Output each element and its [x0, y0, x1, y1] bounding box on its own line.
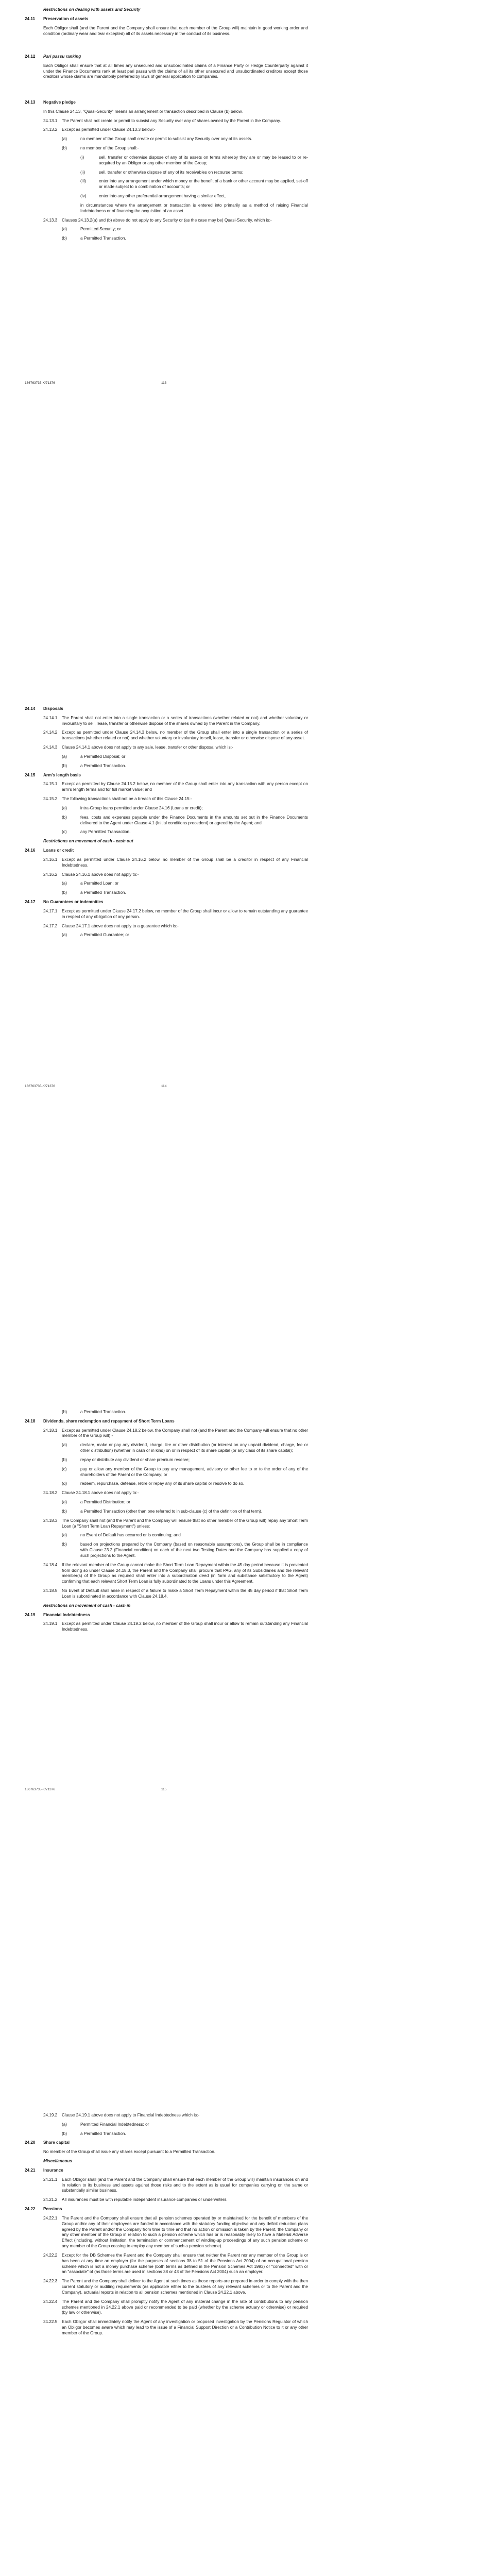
- item-i: (i) sell, transfer or otherwise dispose of any of its assets on terms whereby they are or may be leased to or re-acquired by an Obligor or any other member of the Group;: [80, 155, 308, 165]
- subclause-24-13-3: 24.13.3 Clauses 24.13.2(a) and (b) above do not apply to any Security or (as the case may be) Quasi-Security, which is:-: [43, 217, 272, 223]
- item-a: (a) no Event of Default has occurred or is continuing; and: [62, 1533, 181, 1538]
- document-reference: 136763735-K/71376: [25, 1788, 55, 1791]
- item-a: (a) a Permitted Guarantee; or: [62, 933, 129, 938]
- section-heading-cash-out: Restrictions on movement of cash - cash out: [43, 839, 133, 844]
- subclause-24-18-2: 24.18.2 Clause 24.18.1 above does not apply to:-: [43, 1490, 139, 1496]
- item-b-tail: in circumstances where the arrangement or transaction is entered into primarily as a method of raising Financial Indebtedness or of financing the acquisition of an asset.: [80, 202, 308, 213]
- clause-24-13: [25, 100, 308, 242]
- section-heading-restrictions-assets: Restrictions on dealing with assets and Security: [43, 7, 141, 12]
- item-c: (c) any Permitted Transaction.: [62, 829, 131, 835]
- subclause-24-15-1: 24.15.1 Except as permitted by Clause 24.15.2 below, no member of the Group shall enter into any transaction with any person except on arm's length terms and for full market value; and: [43, 782, 308, 792]
- subclause-24-22-4: 24.22.4 The Parent and the Company shall promptly notify the Agent of any material change in the rate of contributions to any pension schemes mentioned in 24.22.1 above paid or recommended to be paid (whether by the scheme actuary or otherwise) or required (by law or otherwise).: [43, 2299, 308, 2315]
- document-page-113: [0, 0, 497, 703]
- item-a: (a) no member of the Group shall create or permit to subsist any Security over any of its assets.: [62, 137, 252, 142]
- clause-24-20-heading: 24.20 Share capital: [25, 2140, 70, 2145]
- clause-24-18-heading: 24.18 Dividends, share redemption and repayment of Short Term Loans: [25, 1418, 175, 1423]
- clause-title: Negative pledge: [43, 100, 76, 105]
- page-number: 114: [161, 1084, 167, 1088]
- item-b: (b) a Permitted Transaction.: [62, 890, 126, 895]
- clause-24-15-heading: 24.15 Arm's length basis: [25, 772, 81, 777]
- item-a: (a) Permitted Financial Indebtedness; or: [62, 2122, 149, 2127]
- subclause-24-17-2: 24.17.2 Clause 24.17.1 above does not apply to a guarantee which is:-: [43, 923, 179, 928]
- item-b: (b) repay or distribute any dividend or share premium reserve;: [62, 1457, 190, 1462]
- item-b: (b) a Permitted Transaction (other than one referred to in sub-clause (c) of the definition of that term).: [62, 1509, 263, 1514]
- clause-number: 24.13: [25, 100, 36, 105]
- subclause-24-18-5: 24.18.5 No Event of Default shall arise in respect of a failure to make a Short Term Repayment within the 45 day period if that Short Term Loan is subordinated in accordance with Clause 24.18.4.: [43, 1588, 308, 1599]
- item-b: (b) a Permitted Transaction.: [62, 236, 126, 241]
- subclause-24-14-3: 24.14.3 Clause 24.14.1 above does not apply to any sale, lease, transfer or other disposal which is:-: [43, 745, 233, 750]
- subclause-24-17-1: 24.17.1 Except as permitted under Clause 24.17.2 below, no member of the Group shall incur or allow to remain outstanding any guarantee in respect of any obligation of any person.: [43, 908, 308, 919]
- clause-number: 24.12: [25, 54, 36, 59]
- clause-body: Each Obligor shall ensure that at all times any unsecured and unsubordinated claims of a Finance Party or Hedge Counterparty against it under the Finance Documents rank at least pari passu with the claims of all its other unsecured and unsubordinated creditors except those creditors whose claims are mandatorily preferred by laws of general application to companies.: [43, 63, 308, 79]
- subclause-24-18-3: 24.18.3 The Company shall not (and the Parent and the Company will ensure that no other member of the Group will) repay any Short Term Loan (a "Short Term Loan Repayment") unless:: [43, 1518, 308, 1529]
- section-heading-cash-in: Restrictions on movement of cash - cash in: [43, 1603, 131, 1608]
- subclause-24-16-2: 24.16.2 Clause 24.16.1 above does not apply to:-: [43, 872, 139, 877]
- item-a: (a) a Permitted Disposal; or: [62, 754, 126, 759]
- document-page-114: [0, 703, 497, 1406]
- subclause-24-13-1: 24.13.1 The Parent shall not create or permit to subsist any Security over any of shares owned by the Parent in the Company.: [43, 118, 281, 123]
- clause-24-17-heading: 24.17 No Guarantees or indemnities: [25, 900, 104, 905]
- item-iv: (iv) enter into any other preferential arrangement having a similar effect,: [80, 194, 226, 199]
- document-page-115: [0, 1406, 497, 2110]
- section-heading-miscellaneous: Miscellaneous: [43, 2159, 72, 2164]
- subclause-24-15-2: 24.15.2 The following transactions shall not be a breach of this Clause 24.15:-: [43, 796, 192, 802]
- item-a: (a) intra-Group loans permitted under Clause 24.16 (Loans or credit);: [62, 805, 203, 810]
- item-b: (b) based on projections prepared by the Company (based on reasonable assumptions), the Group shall be in compliance with Clause 23.2 (Financial condition) on each of the next two Testing Dates and the Company has supplied a copy of such projections to the Agent.: [62, 1542, 308, 1558]
- item-b: (b) a Permitted Transaction.: [62, 2131, 126, 2136]
- subclause-24-22-2: 24.22.2 Except for the DB Schemes the Parent and the Company shall ensure that neither the Parent nor any member of the Group is or has been at any time an employer (for the purposes of sections 38 to 51 of the Pensions Act 2004) of an occupational pension scheme which is not a money purchase scheme (both terms as defined in the Pension Schemes Act 1993) or "connected" with or an "associate" of (as those terms are used in sections 38 or 43 of the Pensions Act 2004) such an employer.: [43, 2252, 308, 2275]
- page-115-content: [25, 1410, 308, 1633]
- subclause-24-21-2: 24.21.2 All insurances must be with reputable independent insurance companies or underwriters.: [43, 2197, 228, 2202]
- subclause-24-21-1: 24.21.1 Each Obligor shall (and the Parent and the Company shall ensure that each member of the Group will) maintain insurances on and in relation to its business and assets against those risks and to the extent as is usual for companies carrying on the same or substantially similar business.: [43, 2177, 308, 2193]
- page-number: 113: [161, 381, 167, 385]
- subclause-24-22-3: 24.22.3 The Parent and the Company shall deliver to the Agent at such times as those reports are prepared in order to comply with the then current statutory or auditing requirements (as applicable either to the trustees of any relevant schemes or to the Parent and the Company), actuarial reports in relation to all pension schemes mentioned in Clause 24.22.1 above.: [43, 2279, 308, 2295]
- item-d: (d) redeem, repurchase, defease, retire or repay any of its share capital or resolve to do so.: [62, 1481, 245, 1486]
- item-b: (b) fees, costs and expenses payable under the Finance Documents in the amounts set out in the Finance Documents delivered to the Agent under Clause 4.1 (Initial conditions precedent) or agreed by the Agent; and: [62, 815, 308, 825]
- item-b: (b) a Permitted Transaction.: [62, 1410, 126, 1414]
- subclause-24-14-1: 24.14.1 The Parent shall not enter into a single transaction or a series of transactions (whether related or not) and whether voluntary or involuntary to sell, lease, transfer or otherwise dispose of the shares owned by the Parent in the Company.: [43, 715, 308, 726]
- clause-24-14: 24.14 Disposals 24.14.1 The Parent shall not enter into a single transaction or a series of transactions (whether related or not) and whether voluntary or involuntary to sell, lease, transfer or otherwise dispose of the shares owned by the Parent in the Company. 24.14.2 Except as permitted under Clause 24.14.3 below, no member of the Group shall enter into a single transaction or a series of transactions (whether related or not) and whether voluntary or involuntary to sell, lease, transfer or otherwise dispose of any asset. 24.14.3 Clause 24.14.1 above does not apply to any sale, lease, transfer or other disposal which is:- (a) a Permitted Disposal; or (b) a Permitted Transaction. 24.15 Arm's length basis 24.15.1 Except as permitted by Clause 24.15.2 below, no member of the Group shall enter into any transaction with any person except on arm's length terms and for full market value; and 24.15.2 The following transactions shall not be a breach of this Clause 24.15:- (a) intra-Group loans permitted under Clause 24.16 (Loans or credit); (b) fees, costs and expenses payable under the Finance Documents in the amounts set out in the Finance Documents delivered to the Agent under Clause 4.1 (Initial conditions precedent) or agreed by the Agent; and (c) any Permitted Transaction. Restrictions on movement of cash - cash out 24.16 Loans or credit 24.16.1 Except as permitted under Clause 24.16.2 below, no member of the Group shall be a creditor in respect of any Financial Indebtedness. 24.16.2 Clause 24.16.1 above does not apply to:- (a) a Permitted Loan; or (b) a Permitted Transaction. 24.17 No Guarantees or indemnities 24.17.1 Except as permitted under Clause 24.17.2 below, no member of the Group shall incur or allow to remain outstanding any guarantee in respect of any obligation of any person. 24.17.2 Clause 24.17.1 above does not apply to a guarantee which is:- (a) a Permitted Guarantee; or: [25, 706, 308, 938]
- clause-title: Preservation of assets: [43, 16, 89, 21]
- clause-24-16-heading: 24.16 Loans or credit: [25, 848, 74, 853]
- item-ii: (ii) sell, transfer or otherwise dispose of any of its receivables on recourse terms;: [80, 170, 244, 175]
- item-b: (b) a Permitted Transaction.: [62, 763, 126, 768]
- clause-24-21-heading: 24.21 Insurance: [25, 2167, 63, 2173]
- item-c: (c) pay or allow any member of the Group to pay any management, advisory or other fee to or to the order of any of the shareholders of the Parent or the Company; or: [62, 1466, 308, 1477]
- document-reference: 136763735-K/71376: [25, 1084, 55, 1088]
- subclause-24-14-2: 24.14.2 Except as permitted under Clause 24.14.3 below, no member of the Group shall enter into a single transaction or a series of transactions (whether related or not) and whether voluntary or involuntary to sell, lease, transfer or otherwise dispose of any asset.: [43, 730, 308, 741]
- page-116-content: [25, 2113, 308, 2336]
- clause-24-19-heading: 24.19 Financial Indebtedness: [25, 1612, 90, 1617]
- subclause-24-22-5: 24.22.5 Each Obligor shall immediately notify the Agent of any investigation or proposed investigation by the Pensions Regulator of which an Obligor becomes aware which may lead to the issue of a Financial Support Direction or a Contribution Notice to it or any other member of the Group.: [43, 2319, 308, 2335]
- subclause-24-13-2: 24.13.2 Except as permitted under Clause 24.13.3 below:-: [43, 127, 156, 132]
- clause-24-12: [25, 54, 308, 80]
- subclause-24-18-4: 24.18.4 If the relevant member of the Group cannot make the Short Term Loan Repayment within the 45 day period because it is prevented from doing so under Clause 24.18.3, the Parent and the Company shall procure that PAG, any of its Subsidiaries and the relevant member(s) of the Group as required shall enter into a subordination deed (in form and substance satisfactory to the Agent) confirming that each relevant Short Term Loan is fully subordinated to the Loans under this Agreement.: [43, 1562, 308, 1584]
- document-reference: 136763735-K/71376: [25, 381, 55, 385]
- item-a: (a) Permitted Security; or: [62, 227, 121, 232]
- clause-24-11: [25, 16, 308, 37]
- subclause-24-19-2: 24.19.2 Clause 24.19.1 above does not apply to Financial Indebtedness which is:-: [43, 2113, 200, 2117]
- subclause-24-19-1: 24.19.1 Except as permitted under Clause 24.19.2 below, no member of the Group shall incur or allow to remain outstanding any Financial Indebtedness.: [43, 1621, 308, 1632]
- item-a: (a) a Permitted Loan; or: [62, 881, 119, 886]
- document-page-116: [0, 2110, 497, 2576]
- subclause-24-22-1: 24.22.1 The Parent and the Company shall ensure that all pension schemes operated by or maintained for the benefit of members of the Group and/or any of their employees are funded in accordance with the statutory funding objective and any deficit reduction plans agreed by the Parent and/or the Company from time to time and that no action or omission is taken by the Parent, the Company or any other member of the Group in relation to such a pension scheme which has or is reasonably likely to have a Material Adverse Effect (including, without limitation, the termination or commencement of winding-up proceedings of any such pension scheme or any member of the Group ceasing to employ any member of such a pension scheme).: [43, 2215, 308, 2249]
- clause-24-22-heading: 24.22 Pensions: [25, 2207, 62, 2212]
- item-iii: (iii) enter into any arrangement under which money or the benefit of a bank or other account may be applied, set-off or made subject to a combination of accounts; or: [80, 179, 308, 190]
- subclause-24-16-1: 24.16.1 Except as permitted under Clause 24.16.2 below, no member of the Group shall be a creditor in respect of any Financial Indebtedness.: [43, 857, 308, 868]
- clause-title: Pari passu ranking: [43, 54, 81, 59]
- clause-intro: In this Clause 24.13, "Quasi-Security" means an arrangement or transaction described in Clause (b) below.: [43, 109, 243, 114]
- subclause-24-18-1: 24.18.1 Except as permitted under Clause 24.18.2 below, the Company shall not (and the Parent and the Company will ensure that no other member of the Group will):-: [43, 1428, 308, 1438]
- clause-number: 24.11: [25, 16, 36, 21]
- item-a: (a) a Permitted Distribution; or: [62, 1500, 130, 1505]
- item-b: (b) no member of the Group shall:-: [62, 146, 139, 151]
- clause-body: Each Obligor shall (and the Parent and the Company shall ensure that each member of the Group will) maintain in good working order and condition (ordinary wear and tear excepted) all of its assets necessary in the conduct of its business.: [43, 25, 308, 36]
- clause-body: No member of the Group shall issue any shares except pursuant to a Permitted Transaction.: [43, 2149, 216, 2155]
- item-a: (a) declare, make or pay any dividend, charge, fee or other distribution (or interest on any unpaid dividend, charge, fee or other distribution) (whether in cash or in kind) on or in respect of its share capital (or any class of its share capital);: [62, 1443, 308, 1453]
- page-number: 115: [161, 1788, 167, 1791]
